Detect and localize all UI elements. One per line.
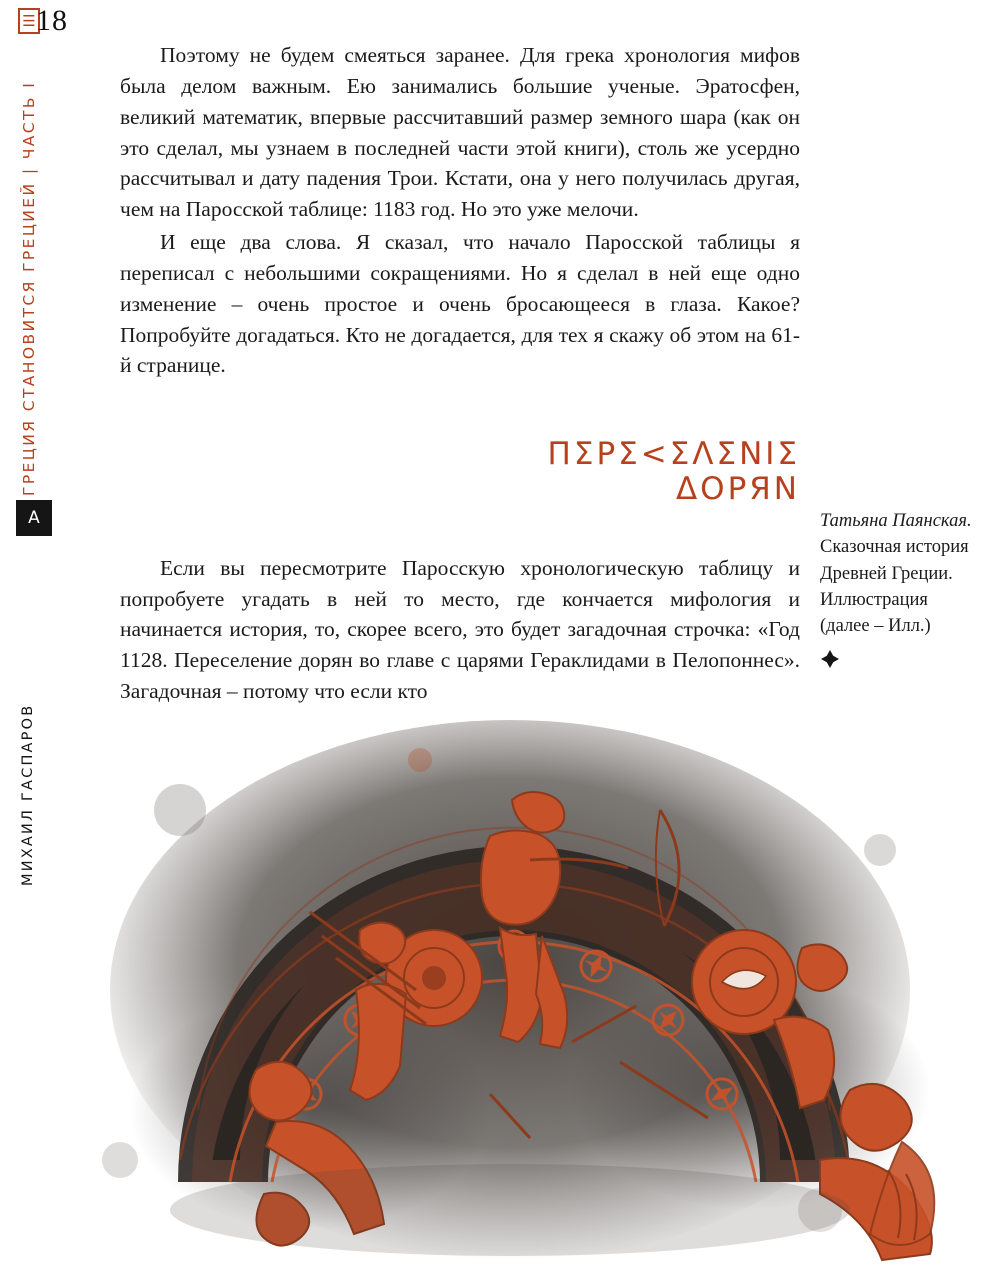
section-heading <box>120 437 800 506</box>
main-text-column <box>120 40 800 707</box>
caption-author: Татьяна Паянская. <box>820 511 972 531</box>
paragraph-3: Если вы пересмотрите Паросскую хронологическую таблицу и попробуете угадать в ней то место, где кончается мифология и начинается история, то, скорее всего, это будет загадочная строчка: «Год 1128. Переселение дорян во главе с царями Гераклидами в Пелопоннес». Загадочная – потому что если кто <box>120 555 800 704</box>
part-marker-badge <box>16 500 52 536</box>
caption-line-2: Древней Греции. <box>820 563 953 584</box>
part-marker-letter: А <box>28 508 40 528</box>
section-heading-line-1: ПΣΡΣ<ΣΛΣΝΙΣ <box>547 436 800 473</box>
paragraph-2: И еще два слова. Я сказал, что начало Паросской таблицы я переписал с небольшими сокращениями. Но я сделал в ней еще одно изменение – очень простое и очень бросающееся в глаза. Какое? Попробуйте догадаться. Кто не догадается, для тех я скажу об этом на 61-й странице. <box>120 230 800 378</box>
caption-line-3: Иллюстрация <box>820 589 928 610</box>
page-number: 18 <box>36 4 68 37</box>
section-heading-line-2: ΔΟΡЯΝ <box>675 471 800 507</box>
illustration-caption <box>820 508 980 669</box>
caption-line-1: Сказочная история <box>820 537 969 558</box>
publisher-logo-glyph: ☰ <box>22 11 36 30</box>
caption-line-4: (далее – Илл.) <box>820 616 931 637</box>
caption-ornament-icon <box>820 649 840 669</box>
paragraph-1: Поэтому не будем смеяться заранее. Для грека хронология мифов была делом важным. Ею занимались большие ученые. Эратосфен, великий математик, впервые рассчитавший размер земного шара (как он это сделал, мы узнаем в последней части этой книги), столь же усердно рассчитывал и дату падения Трои. Кстати, она у него получилась другая, чем на Паросской таблице: 1183 год. Но это уже мелочи. <box>120 43 800 222</box>
series-running-head: ГРЕЦИЯ СТАНОВИТСЯ ГРЕЦИЕЙ | ЧАСТЬ I <box>20 80 38 496</box>
author-running-head: МИХАИЛ ГАСПАРОВ <box>20 703 36 886</box>
vase-illustration <box>60 690 960 1270</box>
